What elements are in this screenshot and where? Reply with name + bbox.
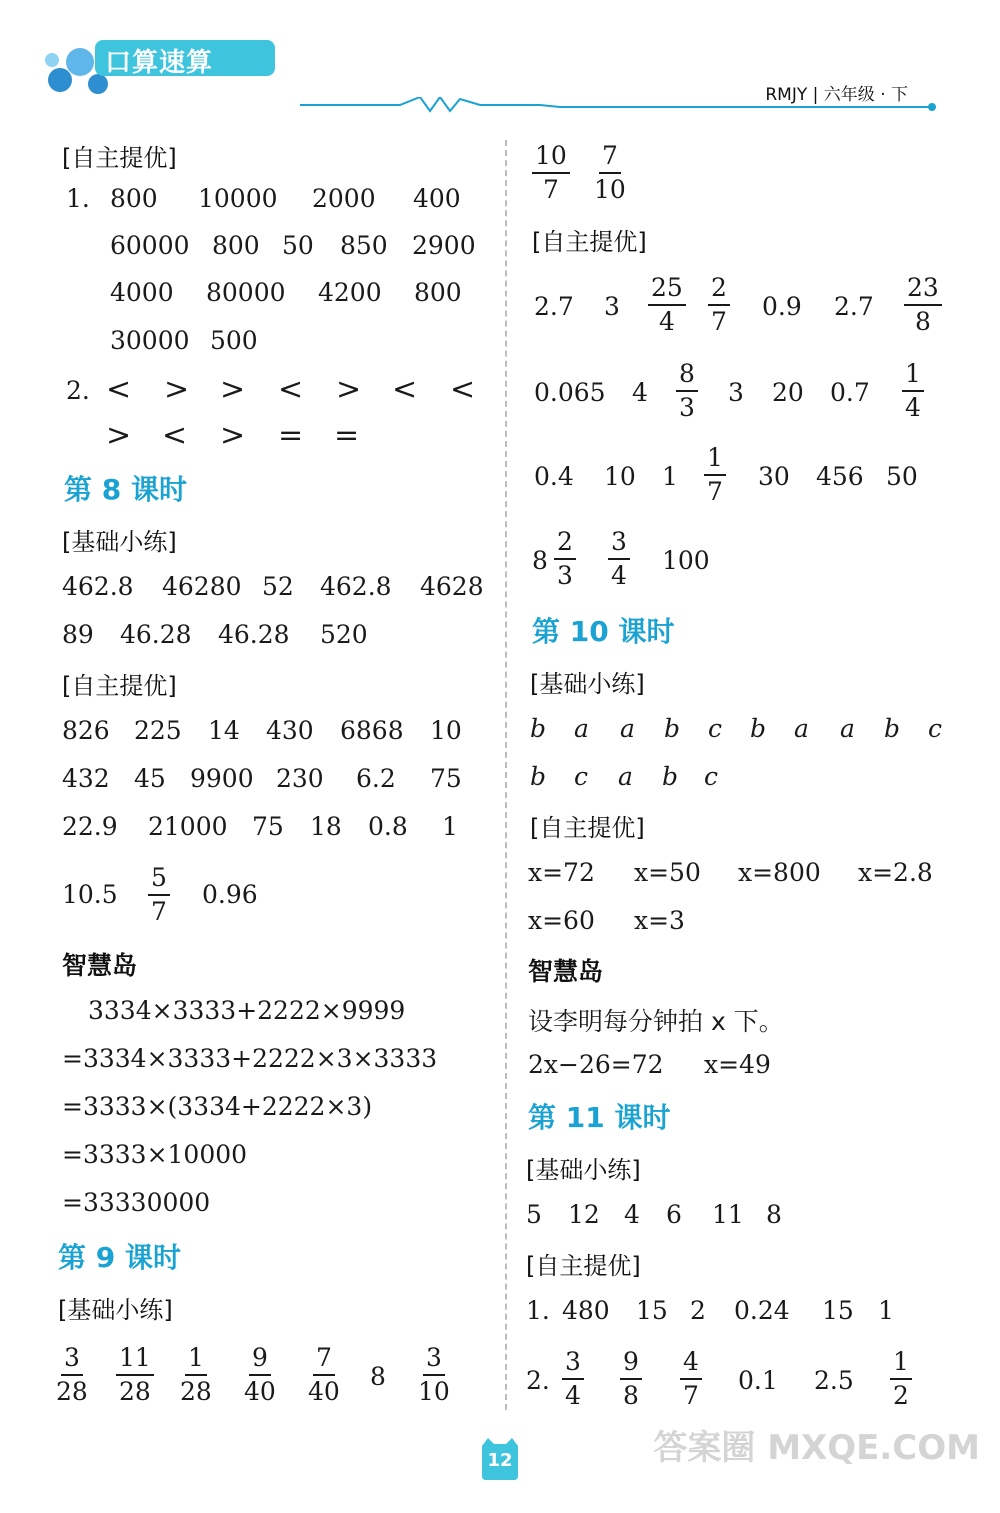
answer: x=50	[634, 858, 701, 887]
answer: 21000	[148, 812, 228, 841]
answer: 46280	[162, 572, 242, 601]
fraction	[704, 442, 726, 508]
lesson-11-title: 第 11 课时	[528, 1101, 671, 1134]
numerator: 23	[904, 272, 942, 306]
denominator: 40	[244, 1377, 276, 1406]
answer: 22.9	[62, 812, 118, 841]
answer: 10	[430, 716, 462, 745]
lesson-8-title: 第 8 课时	[64, 473, 187, 506]
page-number-badge	[478, 1436, 522, 1482]
section-zizhu-10: [自主提优]	[530, 814, 645, 842]
wisdom-island-title-2: 智慧岛	[528, 957, 604, 986]
answer: 850	[340, 231, 388, 260]
answer: b	[884, 714, 901, 743]
answer: 6	[666, 1200, 682, 1229]
answer: 0.96	[202, 880, 258, 909]
item-label: 2.	[526, 1366, 550, 1395]
section-jichu-8: [基础小练]	[62, 528, 177, 556]
fraction	[594, 140, 626, 206]
fraction	[708, 272, 730, 338]
answer: 14	[208, 716, 240, 745]
numerator: 1	[902, 358, 924, 392]
watermark-text: 答案圈 MXQE.COM	[653, 1428, 980, 1468]
numerator: 8	[676, 358, 698, 392]
fraction	[308, 1342, 340, 1408]
answer: 75	[252, 812, 284, 841]
answer: 46.28	[120, 620, 192, 649]
answer: 9900	[190, 764, 254, 793]
answer: 1	[662, 462, 678, 491]
answer: 2.5	[814, 1366, 854, 1395]
answer: 30	[758, 462, 790, 491]
numerator: 1	[704, 442, 726, 476]
denominator: 8	[914, 307, 931, 336]
section-zizhu-11: [自主提优]	[526, 1252, 641, 1280]
denominator: 4	[565, 1381, 581, 1410]
denominator: 7	[707, 477, 723, 506]
answer: 462.8	[62, 572, 134, 601]
answer: x=2.8	[858, 858, 933, 887]
answer: <	[162, 418, 188, 453]
answer: b	[664, 714, 681, 743]
denominator: 4	[658, 307, 675, 336]
lesson-10-title: 第 10 课时	[532, 615, 675, 648]
wisdom-island-title: 智慧岛	[62, 951, 138, 980]
fraction	[904, 272, 942, 338]
answer: 0.8	[368, 812, 408, 841]
denominator: 4	[905, 393, 921, 422]
answer: =	[278, 418, 304, 453]
section-jichu-9: [基础小练]	[58, 1296, 173, 1324]
answer: 18	[310, 812, 342, 841]
calc-line: 3334×3333+2222×9999	[88, 996, 406, 1025]
answer: 520	[320, 620, 368, 649]
section-zizhu-9: [自主提优]	[532, 228, 647, 256]
numerator: 9	[620, 1346, 642, 1380]
fraction	[148, 862, 170, 928]
numerator: 2	[554, 526, 576, 560]
denominator: 10	[594, 175, 626, 204]
answer: 4	[624, 1200, 640, 1229]
denominator: 7	[711, 307, 727, 336]
answer: <	[392, 372, 418, 407]
answer: 2	[690, 1296, 706, 1325]
answer: b	[530, 762, 547, 791]
answer: c	[574, 762, 589, 791]
column-divider	[505, 140, 507, 1410]
denominator: 28	[119, 1377, 151, 1406]
answer: 52	[262, 572, 294, 601]
answer: x=49	[704, 1050, 771, 1079]
answer: 400	[413, 184, 461, 213]
answer: 30000	[110, 326, 190, 355]
answer: 10000	[198, 184, 278, 213]
answer: a	[574, 714, 589, 743]
fraction	[180, 1342, 212, 1408]
section-zizhu-1: [自主提优]	[62, 144, 177, 172]
numerator: 3	[608, 526, 630, 560]
item-label: 1.	[66, 184, 90, 213]
item-label: 2.	[66, 376, 90, 405]
denominator: 28	[180, 1377, 212, 1406]
numerator: 3	[562, 1346, 584, 1380]
answer: 2900	[412, 231, 476, 260]
answer: 10	[604, 462, 636, 491]
answer: 2000	[312, 184, 376, 213]
answer: 0.1	[738, 1366, 778, 1395]
page-number: 12	[487, 1450, 513, 1471]
answer: 800	[414, 278, 462, 307]
item-label: 1.	[526, 1296, 550, 1325]
denominator: 28	[56, 1377, 88, 1406]
numerator: 7	[599, 140, 621, 174]
solution-line: 设李明每分钟拍 x 下。	[528, 1007, 784, 1036]
answer: 800	[212, 231, 260, 260]
numerator: 1	[890, 1346, 912, 1380]
answer: 480	[562, 1296, 610, 1325]
answer: 20	[772, 378, 804, 407]
answer: 432	[62, 764, 110, 793]
answer: c	[928, 714, 943, 743]
answer: 800	[110, 184, 158, 213]
numerator: 7	[313, 1342, 335, 1376]
lesson-9-title: 第 9 课时	[58, 1241, 181, 1274]
answer: a	[620, 714, 635, 743]
denominator: 40	[308, 1377, 340, 1406]
answer: <	[278, 372, 304, 407]
fraction	[116, 1342, 154, 1408]
answer: a	[840, 714, 855, 743]
answer: c	[704, 762, 719, 791]
logo-text: 口算速算	[105, 48, 214, 78]
answer: 0.065	[534, 378, 606, 407]
numerator: 5	[148, 862, 170, 896]
answer: 2.7	[534, 292, 574, 321]
answer: 5	[526, 1200, 542, 1229]
numerator: 25	[648, 272, 686, 306]
answer: 6868	[340, 716, 404, 745]
answer: b	[530, 714, 547, 743]
denominator: 2	[893, 1381, 909, 1410]
answer: <	[450, 372, 476, 407]
numerator: 4	[680, 1346, 702, 1380]
answer: 225	[134, 716, 182, 745]
fraction	[902, 358, 924, 424]
answer: 4628	[420, 572, 484, 601]
answer: 3	[604, 292, 620, 321]
answer: >	[164, 372, 190, 407]
calc-line: =3333×10000	[62, 1140, 248, 1169]
answer: 15	[636, 1296, 668, 1325]
fraction	[244, 1342, 276, 1408]
answer: a	[794, 714, 809, 743]
fraction	[554, 526, 576, 592]
answer: 0.4	[534, 462, 574, 491]
denominator: 4	[611, 561, 627, 590]
answer: 8	[766, 1200, 782, 1229]
answer: 15	[822, 1296, 854, 1325]
answer: 2.7	[834, 292, 874, 321]
answer: 80000	[206, 278, 286, 307]
answer: 12	[568, 1200, 600, 1229]
fraction	[648, 272, 686, 338]
section-jichu-10: [基础小练]	[530, 670, 645, 698]
watermark	[653, 1420, 980, 1469]
numerator: 3	[423, 1342, 445, 1376]
denominator: 10	[418, 1377, 450, 1406]
fraction	[608, 526, 630, 592]
denominator: 7	[151, 897, 167, 926]
answer: 3	[728, 378, 744, 407]
answer: 50	[282, 231, 314, 260]
answer: c	[708, 714, 723, 743]
answer: 11	[712, 1200, 744, 1229]
fraction	[418, 1342, 450, 1408]
numerator: 10	[532, 140, 570, 174]
answer: 826	[62, 716, 110, 745]
numerator: 9	[249, 1342, 271, 1376]
calc-line: =3334×3333+2222×3×3333	[62, 1044, 438, 1073]
numerator: 3	[61, 1342, 83, 1376]
answer: 46.28	[218, 620, 290, 649]
denominator: 3	[679, 393, 695, 422]
equation: 2x−26=72	[528, 1050, 664, 1079]
numerator: 11	[116, 1342, 154, 1376]
calc-line: =3333×(3334+2222×3)	[62, 1092, 373, 1121]
answer: >	[106, 418, 132, 453]
answer: 430	[266, 716, 314, 745]
answer: 50	[886, 462, 918, 491]
answer: 0.24	[734, 1296, 790, 1325]
answer: 500	[210, 326, 258, 355]
calc-line: =33330000	[62, 1188, 211, 1217]
answer: 4	[632, 378, 648, 407]
denominator: 7	[542, 175, 559, 204]
fraction	[562, 1346, 584, 1412]
answer: x=72	[528, 858, 595, 887]
answer: 45	[134, 764, 166, 793]
fraction	[890, 1346, 912, 1412]
answer: x=800	[738, 858, 821, 887]
answer: 60000	[110, 231, 190, 260]
answer: >	[220, 418, 246, 453]
answer: 8	[370, 1362, 386, 1391]
answer: 6.2	[356, 764, 396, 793]
answer: 75	[430, 764, 462, 793]
answer: >	[336, 372, 362, 407]
answer: 230	[276, 764, 324, 793]
section-zizhu-8: [自主提优]	[62, 672, 177, 700]
mixed-whole: 8	[532, 546, 548, 575]
answer: 1	[442, 812, 458, 841]
denominator: 7	[683, 1381, 699, 1410]
answer: 462.8	[320, 572, 392, 601]
answer: 1	[878, 1296, 894, 1325]
answer: 4000	[110, 278, 174, 307]
answer: 0.7	[830, 378, 870, 407]
answer: =	[334, 418, 360, 453]
answer: 10.5	[62, 880, 118, 909]
fraction	[680, 1346, 702, 1412]
fraction	[56, 1342, 88, 1408]
answer: 4200	[318, 278, 382, 307]
answer: 100	[662, 546, 710, 575]
numerator: 2	[708, 272, 730, 306]
fraction	[676, 358, 698, 424]
answer: >	[220, 372, 246, 407]
answer: 456	[816, 462, 864, 491]
fraction	[532, 140, 570, 206]
answer: b	[750, 714, 767, 743]
answer: 0.9	[762, 292, 802, 321]
denominator: 8	[623, 1381, 639, 1410]
answer: a	[618, 762, 633, 791]
grade-label: RMJY | 六年级 · 下	[765, 85, 908, 105]
denominator: 3	[557, 561, 573, 590]
numerator: 1	[185, 1342, 207, 1376]
answer: b	[662, 762, 679, 791]
fraction	[620, 1346, 642, 1412]
answer: x=60	[528, 906, 595, 935]
answer: <	[106, 372, 132, 407]
answer: 89	[62, 620, 94, 649]
answer: x=3	[634, 906, 685, 935]
section-jichu-11: [基础小练]	[526, 1156, 641, 1184]
